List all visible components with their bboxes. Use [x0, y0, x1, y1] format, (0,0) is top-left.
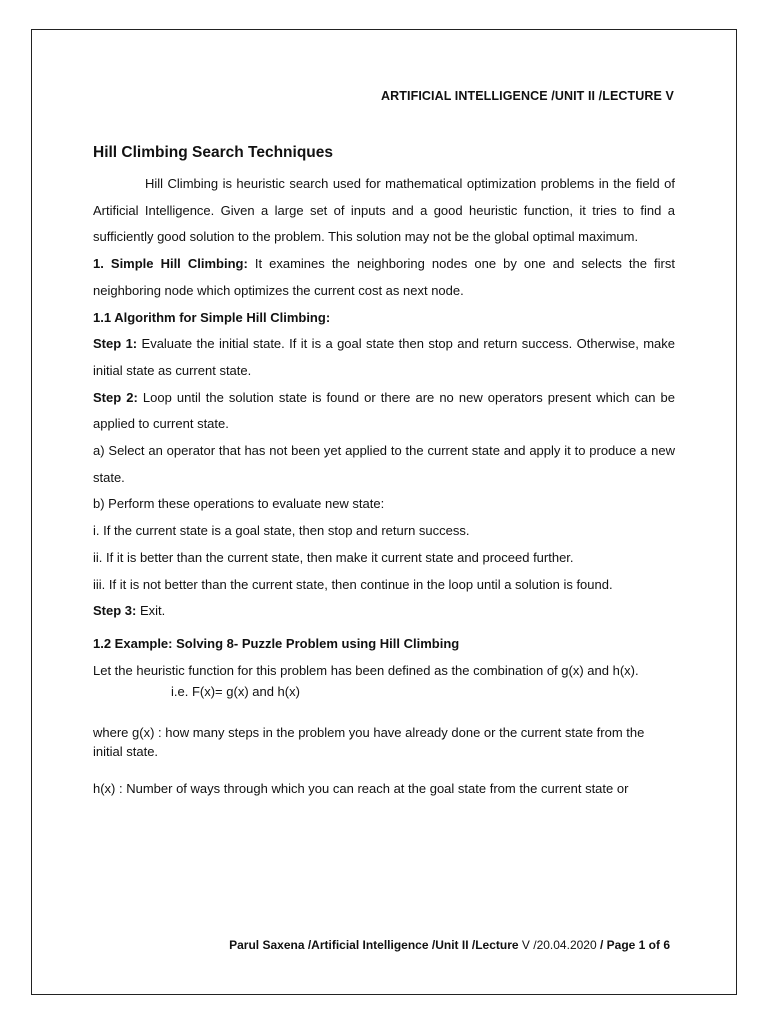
step-2-label: Step 2: [93, 389, 138, 405]
simple-hill-climbing-label: 1. Simple Hill Climbing: [93, 256, 248, 272]
document-body [93, 143, 675, 798]
sub-step-b: b) Perform these operations to evaluate new state: [93, 496, 385, 512]
step-3-text: Exit. [136, 603, 166, 619]
intro-paragraph: Hill Climbing is heuristic search used for mathematical optimization problems in the field of Artificial Intelligence. Given a large set of inputs and a good heuristic function, it tries to find a sufficiently good solution to the problem. This solution may not be the global optimal maximum. [93, 176, 675, 245]
h-definition-paragraph: h(x) : Number of ways through which you can reach at the goal state from the current state or [93, 780, 629, 796]
step-1-label: Step 1: [93, 336, 138, 352]
step-3 [93, 598, 675, 625]
where-g-paragraph: where g(x) : how many steps in the problem you have already done or the current state from the initial state. [93, 724, 645, 759]
item-i: i. If the current state is a goal state, then stop and return success. [93, 523, 470, 539]
step-2-text: Loop until the solution state is found or there are no new operators present which can be applied to current state. [93, 389, 675, 432]
simple-hill-climbing-text: It examines the neighboring nodes one by one and selects the first neighboring node which optimizes the current cost as next node. [93, 256, 675, 298]
algorithm-heading: 1.1 Algorithm for Simple Hill Climbing: [93, 309, 331, 325]
heuristic-paragraph: Let the heuristic function for this problem has been defined as the combination of g(x) and h(x). [93, 662, 639, 678]
page-footer [229, 938, 670, 952]
item-iii: iii. If it is not better than the current state, then continue in the loop until a solution is found. [93, 576, 613, 592]
step-3-label: Step 3: [93, 603, 137, 619]
page-header: ARTIFICIAL INTELLIGENCE /UNIT II /LECTURE V [381, 89, 674, 103]
footer-lecture: V [521, 938, 530, 952]
item-ii: ii. If it is better than the current state, then make it current state and proceed further. [93, 549, 574, 565]
footer-date: /20.04.2020 [529, 938, 597, 952]
ie-formula: i.e. F(x)= g(x) and h(x) [171, 683, 300, 699]
sub-step-a: a) Select an operator that has not been yet applied to the current state and apply it to produce a new state. [93, 443, 675, 485]
simple-hill-climbing-paragraph [93, 251, 675, 304]
step-1-text: Evaluate the initial state. If it is a goal state then stop and return success. Otherwise, make initial state as current state. [93, 336, 675, 378]
footer-text: Parul Saxena /Artificial Intelligence /Unit II /Lecture [229, 938, 522, 952]
step-1 [93, 331, 675, 384]
footer-page: / Page 1 of 6 [596, 938, 670, 952]
section-title: Hill Climbing Search Techniques [93, 144, 334, 161]
example-heading: 1.2 Example: Solving 8- Puzzle Problem using Hill Climbing [93, 635, 460, 651]
step-2 [93, 385, 675, 438]
